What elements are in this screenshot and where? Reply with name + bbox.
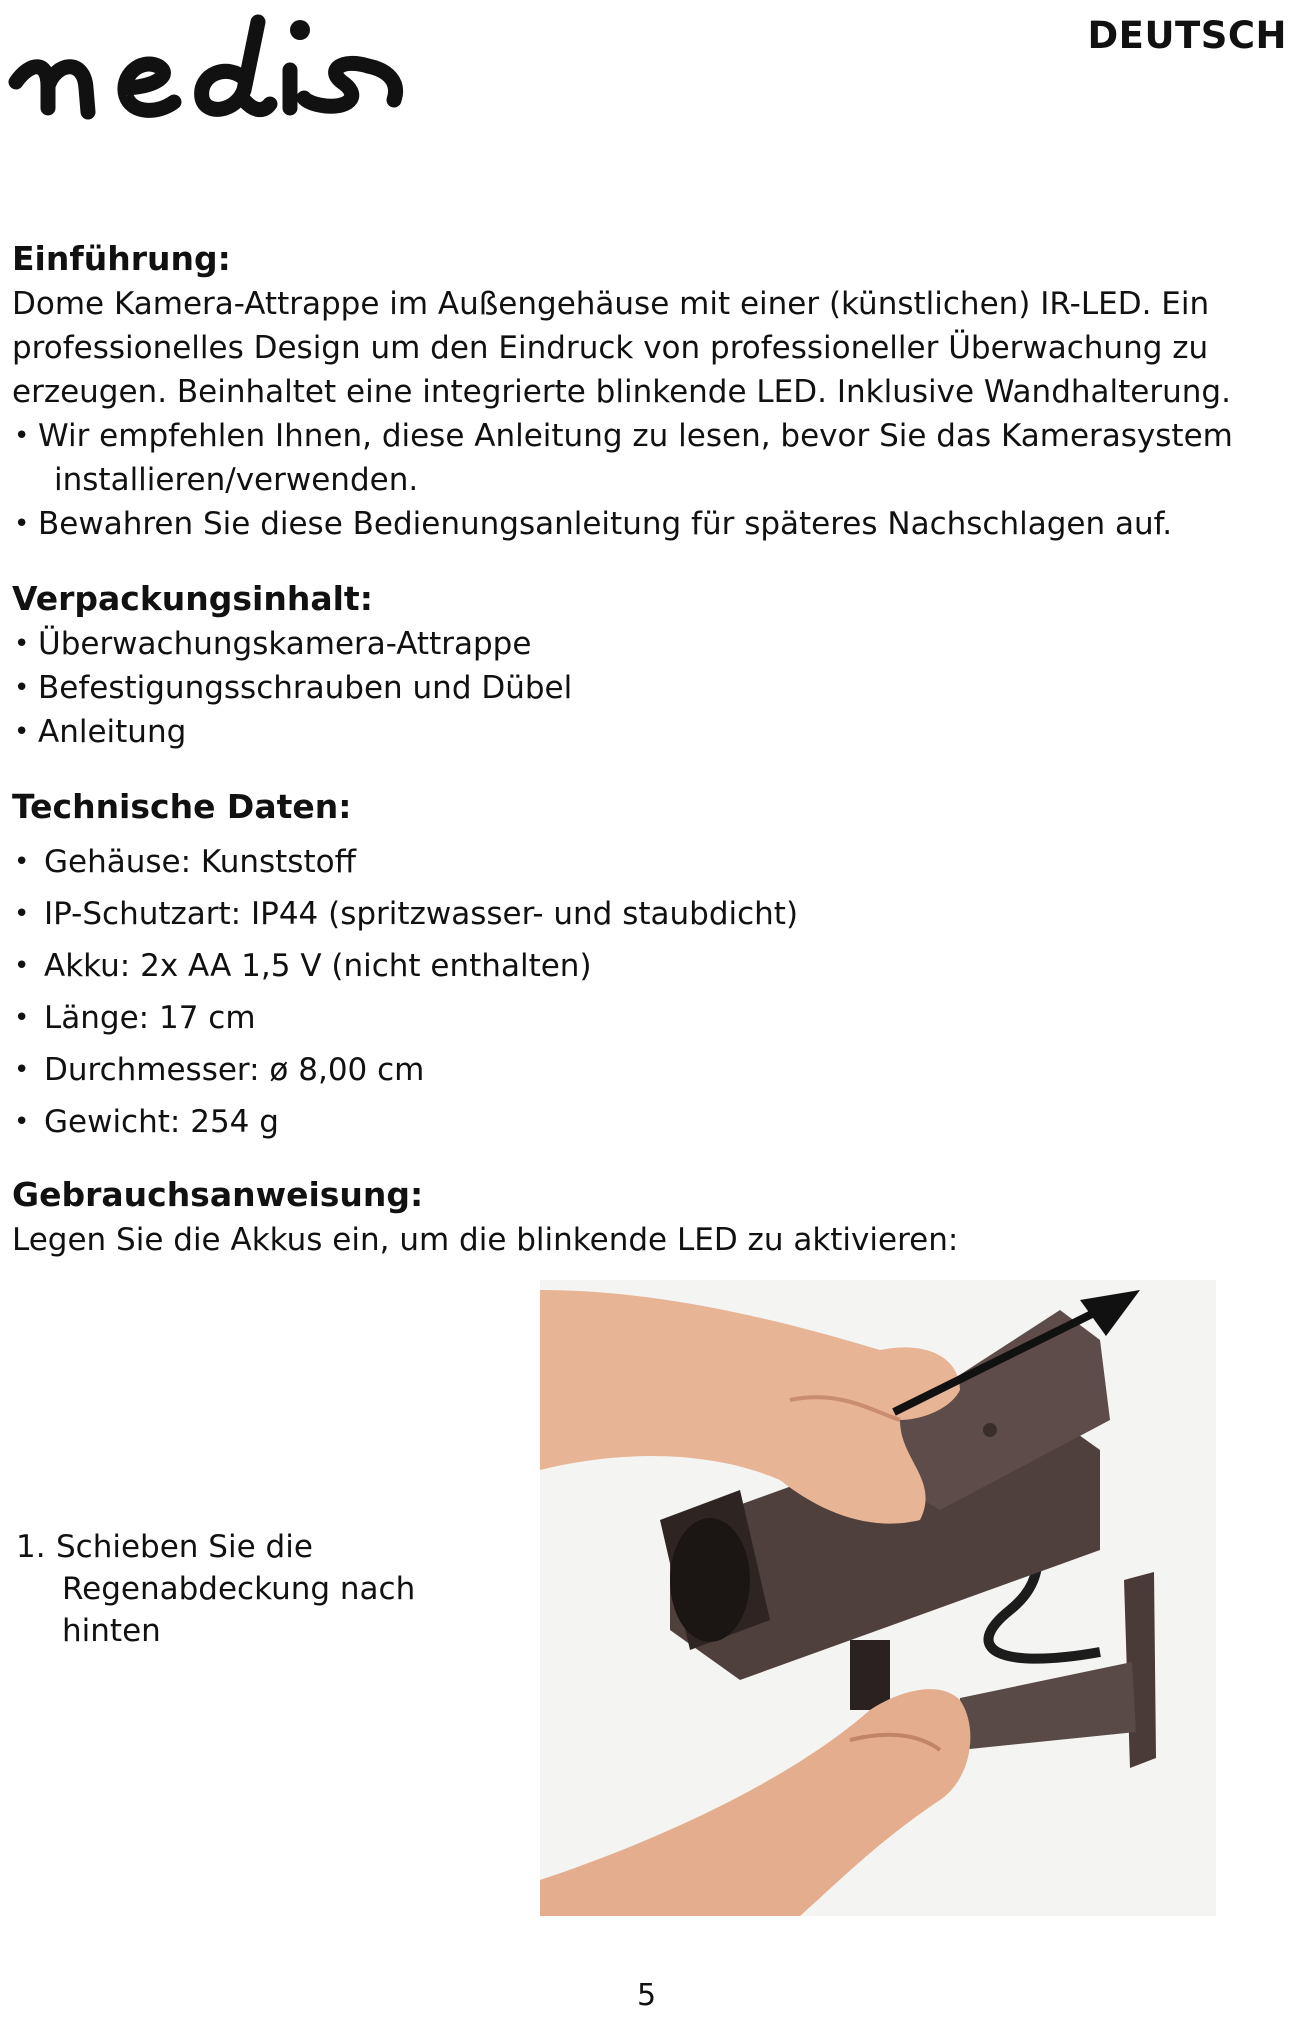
spec-value: Kunststoff	[200, 844, 356, 880]
spec-value: ø 8,00 cm	[269, 1052, 425, 1088]
spec-label: IP-Schutzart:	[44, 896, 242, 932]
specs-list	[12, 836, 1272, 1148]
list-item	[12, 502, 1272, 546]
specs-heading: Technische Daten:	[12, 787, 352, 826]
list-item: • Befestigungsschrauben und Dübel	[12, 666, 1272, 710]
spec-label: Gewicht:	[44, 1104, 181, 1140]
spec-label: Durchmesser:	[44, 1052, 260, 1088]
page-number: 5	[636, 1978, 657, 2013]
package-heading: Verpackungsinhalt:	[12, 579, 373, 618]
nedis-logo	[8, 4, 504, 134]
spec-row	[12, 992, 1272, 1044]
intro-line-1: Dome Kamera-Attrappe im Außengehäuse mit einer (künstlichen) IR-LED. Ein	[12, 286, 1210, 322]
intro-bullet-list	[12, 414, 1272, 546]
step-1-line-2: Regenabdeckung nach	[62, 1571, 416, 1607]
spec-row	[12, 1096, 1272, 1148]
spec-label: Akku:	[44, 948, 131, 984]
package-list	[12, 622, 1272, 754]
spec-row	[12, 836, 1272, 888]
step-1-line-1: Schieben Sie die	[56, 1529, 313, 1565]
list-item: • Überwachungskamera-Attrappe	[12, 622, 1272, 666]
instructions-heading: Gebrauchsanweisung:	[12, 1175, 424, 1214]
intro-heading: Einführung:	[12, 239, 231, 278]
list-item: • Anleitung	[12, 710, 1272, 754]
spec-row	[12, 888, 1272, 940]
intro-line-2: professionelles Design um den Eindruck von professioneller Überwachung zu	[12, 330, 1209, 366]
spec-value: 254 g	[190, 1104, 279, 1140]
step-1-number: 1.	[16, 1529, 46, 1565]
spec-label: Länge:	[44, 1000, 150, 1036]
intro-line-3: erzeugen. Beinhaltet eine integrierte blinkende LED. Inklusive Wandhalterung.	[12, 374, 1231, 410]
spec-value: IP44 (spritzwasser- und staubdicht)	[251, 896, 799, 932]
step-1	[16, 1526, 415, 1652]
intro-bullet-1-line-1: Wir empfehlen Ihnen, diese Anleitung zu lesen, bevor Sie das Kamerasystem	[38, 418, 1233, 454]
camera-instruction-photo	[540, 1280, 1216, 1916]
spec-row	[12, 1044, 1272, 1096]
spec-label: Gehäuse:	[44, 844, 192, 880]
spec-value: 2x AA 1,5 V (nicht enthalten)	[140, 948, 592, 984]
step-1-line-3: hinten	[62, 1613, 161, 1649]
intro-bullet-2: Bewahren Sie diese Bedienungsanleitung für späteres Nachschlagen auf.	[38, 506, 1173, 542]
spec-row	[12, 940, 1272, 992]
list-item	[12, 414, 1272, 502]
intro-bullet-1-line-2: installieren/verwenden.	[54, 462, 419, 498]
language-label: DEUTSCH	[1087, 14, 1287, 57]
spec-value: 17 cm	[158, 1000, 256, 1036]
instructions-text: Legen Sie die Akkus ein, um die blinkende LED zu aktivieren:	[12, 1222, 959, 1258]
document-body	[12, 236, 1272, 1262]
